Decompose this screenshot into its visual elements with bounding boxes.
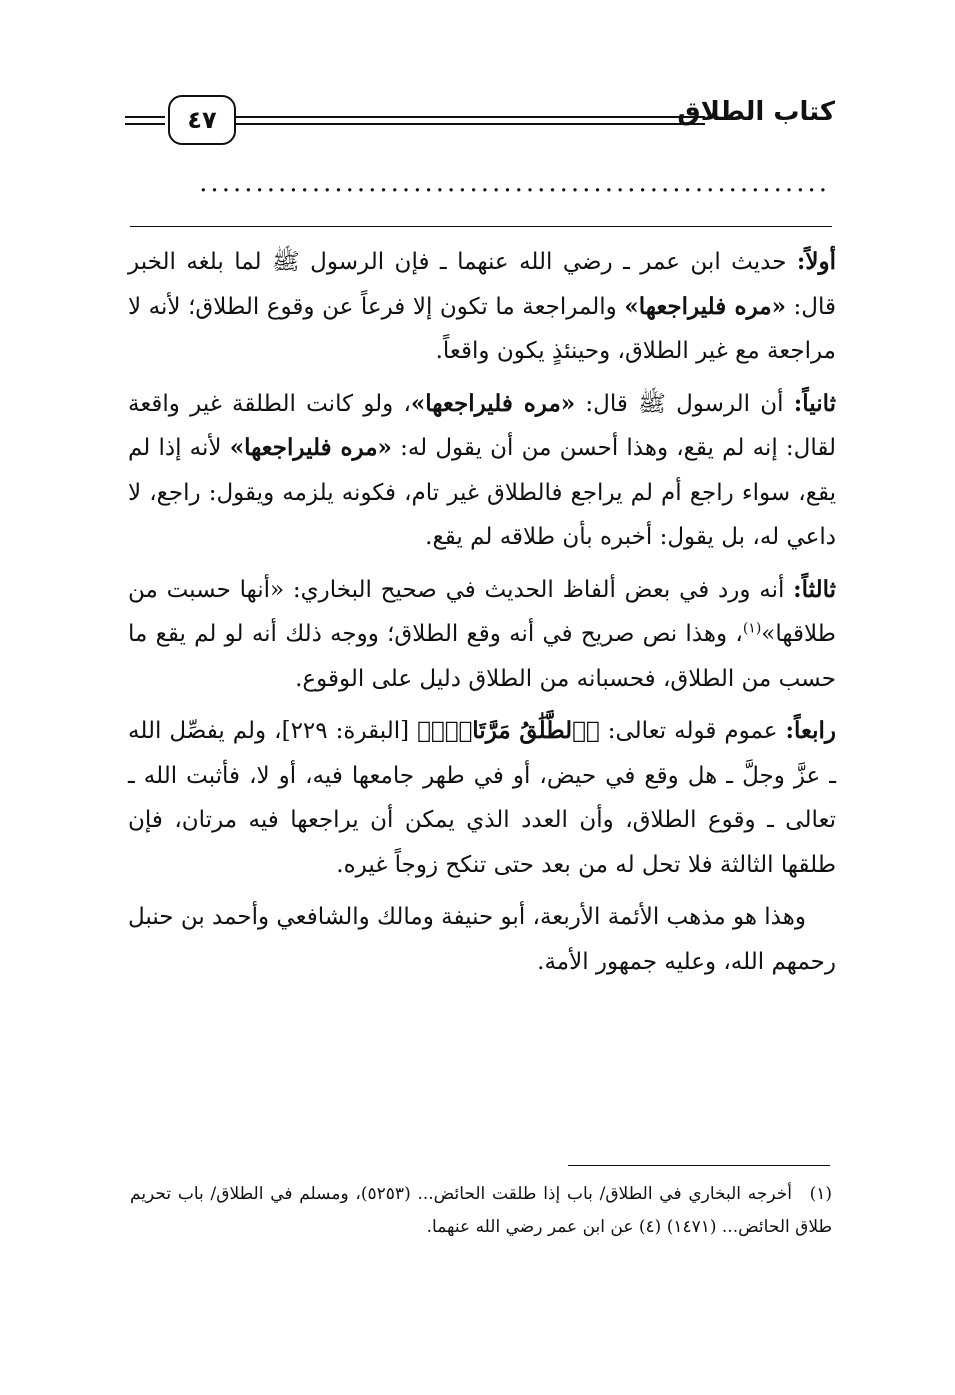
hadith-quote: «مره فليراجعها» — [410, 389, 576, 417]
paragraph-text: لأنه إذا لم يقع، سواء راجع أم لم يراجع فالطلاق غير تام، فكونه يلزمه ويقول: راجع، لا داعي له، بل يقول: أخبره بأن طلاقه لم يقع. — [128, 435, 836, 550]
header-rule — [235, 116, 705, 118]
paragraph-text: عموم قوله تعالى: — [599, 718, 786, 744]
footnote-separator — [568, 1165, 830, 1166]
main-text — [128, 240, 836, 984]
footnote-text: أخرجه البخاري في الطلاق/ باب إذا طلقت الحائض... (٥٢٥٣)، ومسلم في الطلاق/ باب تحريم طلاق الحائض... (١٤٧١) (٤) عن ابن عمر رضي الله عنهما. — [130, 1184, 832, 1237]
paragraph-fourth — [128, 709, 836, 887]
footnote — [130, 1178, 832, 1244]
paragraph-text: أن الرسول ﷺ قال: — [575, 390, 794, 417]
hadith-quote: «مره فليراجعها» — [229, 434, 392, 461]
paragraph-lead: ثالثاً: — [793, 575, 836, 603]
paragraph-text: ، وهذا نص صريح في أنه وقع الطلاق؛ ووجه ذلك أنه لو لم يقع ما حسب من الطلاق، فحسبانه من الطلاق دليل على الوقوع. — [128, 621, 836, 692]
paragraph-text: حديث ابن عمر ـ رضي الله عنهما ـ فإن الرسول ﷺ لما بلغه الخبر قال: — [128, 249, 836, 320]
paragraph-text: والمراجعة ما تكون إلا فرعاً عن وقوع الطلاق؛ لأنه لا مراجعة مع غير الطلاق، وحينئذٍ يكون واقعاً. — [128, 293, 836, 364]
header-rule — [125, 116, 165, 118]
ellipsis-line: ........................................................ — [199, 168, 830, 198]
paragraph-second — [128, 382, 836, 560]
paragraph-first — [128, 240, 836, 374]
paragraph-text: [البقرة: ٢٢٩]، ولم يفصِّل الله ـ عزَّ وجلَّ ـ هل وقع في حيض، أو في طهر جامعها فيه، أو لا، فأثبت الله ـ تعالى ـ وقوع الطلاق، وأن العدد الذي يمكن أن يراجعها فيه مرتان، فإن طلقها الثالثة فلا تحل له من بعد حتى تنكح زوجاً غيره. — [128, 718, 836, 878]
top-separator — [130, 226, 832, 227]
page-header — [125, 85, 835, 155]
footnote-marker: (١) — [742, 620, 762, 637]
footnote-number: (١) — [809, 1184, 833, 1204]
paragraph-text: أنه ورد في بعض ألفاظ الحديث في صحيح البخاري: «أنها حسبت من طلاقها» — [128, 576, 836, 647]
hadith-quote: «مره فليراجعها» — [624, 292, 786, 320]
paragraph-text: وهذا هو مذهب الأئمة الأربعة، أبو حنيفة ومالك والشافعي وأحمد بن حنبل رحمهم الله، وعليه جمهور الأمة. — [127, 904, 836, 975]
paragraph-text: ، ولو كانت الطلقة غير واقعة لقال: إنه لم يقع، وهذا أحسن من أن يقول له: — [128, 390, 836, 461]
paragraph-lead: رابعاً: — [785, 717, 836, 744]
quran-verse: ﴿ٱلطَّلَٰقُ مَرَّتَانِۖ﴾ — [417, 717, 600, 744]
chapter-title: كتاب الطلاق — [677, 97, 835, 127]
paragraph-lead: أولاً: — [796, 248, 836, 275]
paragraph-conclusion — [128, 895, 836, 984]
page-number: ٤٧ — [168, 95, 236, 145]
paragraph-lead: ثانياً: — [793, 389, 836, 417]
header-rule — [235, 123, 705, 125]
paragraph-third — [128, 568, 836, 702]
header-rule — [125, 123, 165, 125]
